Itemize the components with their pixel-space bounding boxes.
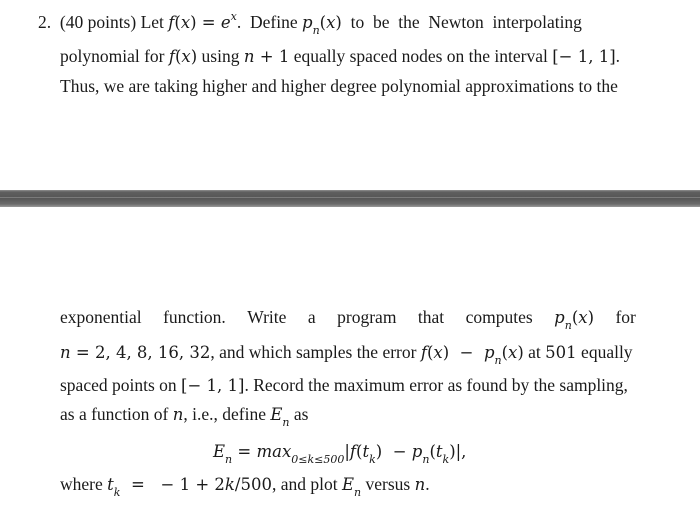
- source-top-line-1: [0, 0, 1, 1]
- text-line: where $t_k$ = − 1 + 2k/500, and plot $E_n$ versus n.: [60, 474, 430, 499]
- text-line: exponential function. Write a program that computes $p_n(x)$ for: [60, 307, 636, 332]
- text-line: Thus, we are taking higher and higher degree polynomial approximations to the: [60, 76, 618, 96]
- text-line: as a function of n, i.e., define $E_n$ as: [60, 404, 309, 429]
- error-formula: $E_n = \max_{0\le k\le 500}|f(t_k) - p_n(t_k)|$,: [213, 442, 467, 466]
- text-source: [0, 0, 1, 1]
- text-line: 2. (40 points) Let $f(x) = e^x$. Define $p_n(x)$ to be the Newton interpolating: [38, 10, 582, 37]
- text-line: n = 2, 4, 8, 16, 32, and which samples the error $f(x) - p_n(x)$ at 501 equally: [60, 342, 633, 367]
- page-divider-bar: [0, 190, 700, 207]
- text-line: spaced points on [− 1, 1]. Record the maximum error as found by the sampling,: [60, 375, 628, 395]
- text-line: polynomial for f(x) using n + 1 equally spaced nodes on the interval [− 1, 1].: [60, 46, 621, 66]
